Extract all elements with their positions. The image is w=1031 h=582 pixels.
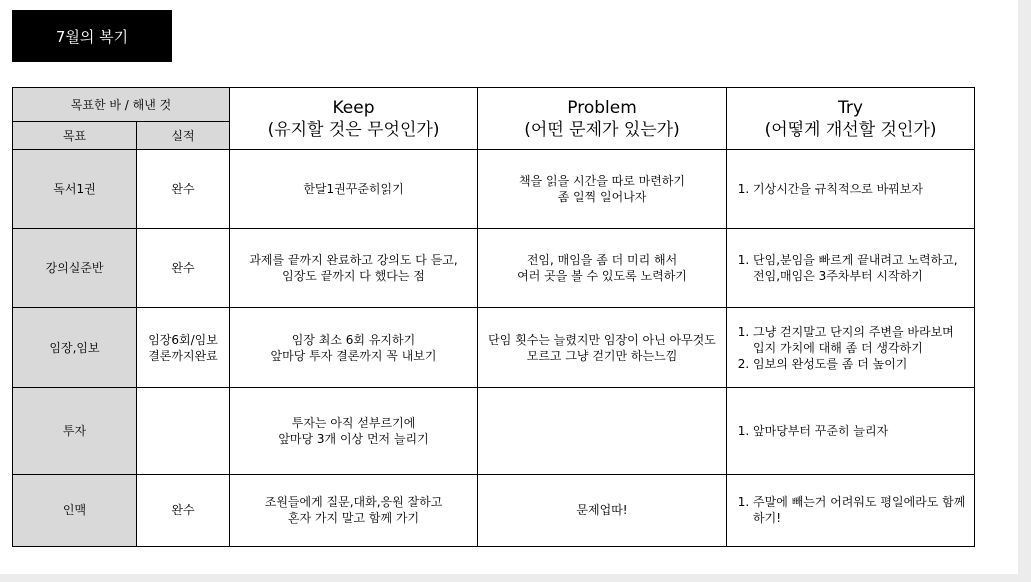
try-cell — [727, 229, 975, 308]
try-list — [733, 252, 968, 284]
result-cell: 완수 — [137, 150, 230, 229]
try-cell — [727, 308, 975, 387]
list-item: 1. 단임,분임을 빠르게 끝내려고 노력하고, 전임,매임은 3주차부터 시작하기 — [753, 252, 968, 284]
keep-cell: 투자는 아직 섣부르기에 앞마당 3개 이상 먼저 늘리기 — [230, 387, 478, 474]
table-row — [13, 229, 975, 308]
problem-cell — [478, 387, 727, 474]
try-list — [733, 494, 968, 526]
try-list — [733, 181, 968, 197]
try-cell — [727, 150, 975, 229]
list-item: 1. 기상시간을 규칙적으로 바꿔보자 — [753, 181, 968, 197]
list-item: 1. 앞마당부터 꾸준히 늘리자 — [753, 423, 968, 439]
goal-header: 목표 — [13, 122, 137, 150]
window-gutter-right — [1018, 0, 1031, 582]
slide-title: 7월의 복기 — [12, 10, 172, 62]
goal-group-header: 목표한 바 / 해낸 것 — [13, 88, 230, 122]
goal-cell: 독서1권 — [13, 150, 137, 229]
table-row — [13, 150, 975, 229]
keep-cell: 조원들에게 질문,대화,응원 잘하고 혼자 가지 말고 함께 가기 — [230, 474, 478, 546]
result-cell: 임장6회/임보결론까지완료 — [137, 308, 230, 387]
list-item: 1. 주말에 빼는거 어려워도 평일에라도 함께하기! — [753, 494, 968, 526]
problem-header-title: Problem — [567, 97, 637, 118]
goal-cell: 인맥 — [13, 474, 137, 546]
result-cell: 완수 — [137, 229, 230, 308]
result-header: 실적 — [137, 122, 230, 150]
retrospective-table — [12, 87, 975, 547]
table-row — [13, 474, 975, 546]
keep-header-title: Keep — [332, 97, 375, 118]
problem-cell: 전임, 매임을 좀 더 미리 해서 여러 곳을 볼 수 있도록 노력하기 — [478, 229, 727, 308]
list-item: 2. 임보의 완성도를 좀 더 높이기 — [753, 356, 968, 372]
result-cell — [137, 387, 230, 474]
problem-header — [478, 88, 727, 150]
problem-cell: 책을 읽을 시간을 따로 마련하기 좀 일찍 일어나자 — [478, 150, 727, 229]
try-cell — [727, 474, 975, 546]
keep-cell: 임장 최소 6회 유지하기 앞마당 투자 결론까지 꼭 내보기 — [230, 308, 478, 387]
keep-header-subtitle: (유지할 것은 무엇인가) — [267, 119, 440, 140]
result-cell: 완수 — [137, 474, 230, 546]
try-cell — [727, 387, 975, 474]
goal-cell: 투자 — [13, 387, 137, 474]
problem-cell: 단임 횟수는 늘렸지만 임장이 아닌 아무것도모르고 그냥 걷기만 하는느낌 — [478, 308, 727, 387]
keep-header — [230, 88, 478, 150]
list-item: 1. 그냥 걷지말고 단지의 주변을 바라보며 입지 가치에 대해 좀 더 생각하기 — [753, 324, 968, 356]
problem-cell: 문제업따! — [478, 474, 727, 546]
try-list — [733, 324, 968, 372]
goal-cell: 강의실준반 — [13, 229, 137, 308]
try-list — [733, 423, 968, 439]
problem-header-subtitle: (어떤 문제가 있는가) — [524, 119, 680, 140]
try-header-subtitle: (어떻게 개선할 것인가) — [764, 119, 937, 140]
try-header — [727, 88, 975, 150]
keep-cell: 한달1권꾸준히읽기 — [230, 150, 478, 229]
goal-cell: 임장,임보 — [13, 308, 137, 387]
table-row — [13, 308, 975, 387]
try-header-title: Try — [838, 97, 863, 118]
keep-cell: 과제를 끝까지 완료하고 강의도 다 듣고, 임장도 끝까지 다 했다는 점 — [230, 229, 478, 308]
table-row — [13, 387, 975, 474]
window-gutter-bottom — [0, 574, 1031, 582]
